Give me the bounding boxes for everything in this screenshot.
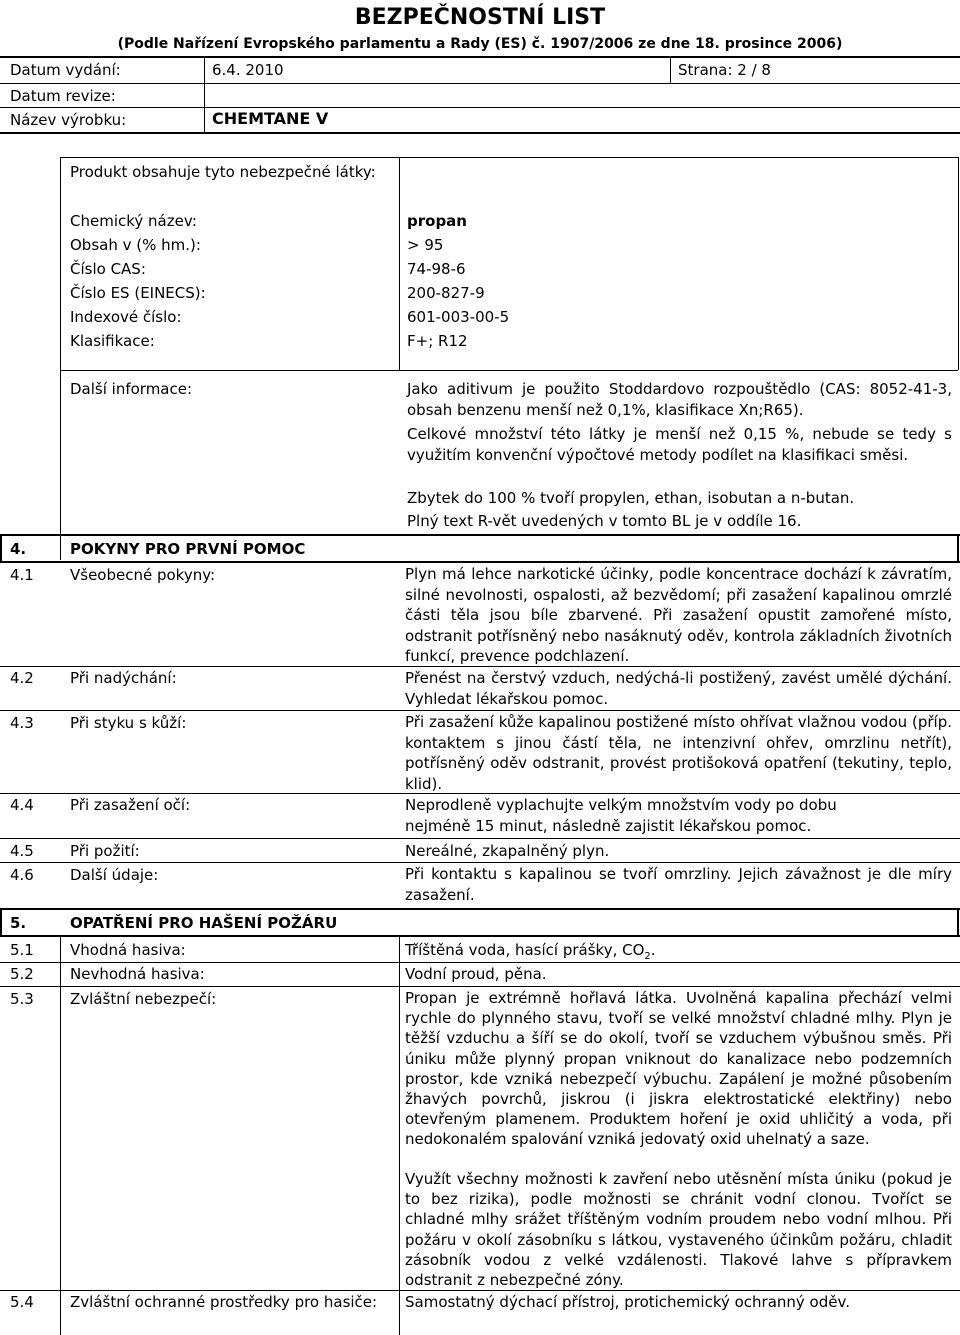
row-divider bbox=[0, 666, 960, 667]
section5-title: OPATŘENÍ PRO HAŠENÍ POŽÁRU bbox=[70, 914, 338, 932]
item-5-1-label: Vhodná hasiva: bbox=[70, 941, 186, 959]
classification-label: Klasifikace: bbox=[70, 332, 155, 350]
revision-date-label: Datum revize: bbox=[10, 87, 116, 105]
item-4-5-label: Při požití: bbox=[70, 842, 140, 860]
table-top-border bbox=[60, 157, 958, 158]
table-left-border bbox=[60, 157, 61, 560]
item-4-4-text: Neprodleně vyplachujte velkým množstvím vody po dobu nejméně 15 minut, následně zajistit lékařskou pomoc. bbox=[405, 796, 837, 835]
cas-value: 74-98-6 bbox=[407, 260, 466, 278]
item-5-2-label: Nevhodná hasiva: bbox=[70, 965, 205, 983]
header-divider bbox=[0, 56, 960, 58]
item-4-2-label: Při nadýchání: bbox=[70, 669, 177, 687]
row-divider bbox=[0, 1290, 960, 1291]
other-info-label: Další informace: bbox=[70, 380, 193, 398]
index-value: 601-003-00-5 bbox=[407, 308, 510, 326]
section5-left-line bbox=[0, 908, 2, 936]
item-5-1-text: Tříštěná voda, hasící prášky, $CO_2$. bbox=[405, 941, 656, 962]
product-name-label: Název výrobku: bbox=[10, 111, 127, 129]
einecs-label: Číslo ES (EINECS): bbox=[70, 284, 206, 302]
table-right-border bbox=[958, 157, 959, 370]
section4-right-line bbox=[957, 534, 959, 562]
item-4-1-number: 4.1 bbox=[10, 566, 34, 584]
item-5-4-text: Samostatný dýchací přístroj, protichemický ochranný oděv. bbox=[405, 1293, 850, 1311]
section5-right-line bbox=[957, 908, 959, 936]
header-row-line bbox=[0, 83, 960, 84]
item-4-2-number: 4.2 bbox=[10, 669, 34, 687]
einecs-value: 200-827-9 bbox=[407, 284, 485, 302]
section5-header-line bbox=[0, 935, 960, 937]
issue-date-value: 6.4. 2010 bbox=[212, 61, 284, 79]
section4-top-line bbox=[0, 534, 960, 536]
header-bottom-line bbox=[0, 132, 960, 134]
row-divider bbox=[0, 793, 960, 794]
header-row-line bbox=[0, 107, 960, 108]
item-5-4-label: Zvláštní ochranné prostředky pro hasiče: bbox=[70, 1293, 378, 1311]
section5-top-line bbox=[0, 908, 960, 910]
item-4-6-label: Další údaje: bbox=[70, 866, 159, 884]
section4-title: POKYNY PRO PRVNÍ POMOC bbox=[70, 540, 306, 558]
row-divider bbox=[0, 986, 960, 987]
row-divider bbox=[0, 838, 960, 839]
item-4-4-label: Při zasažení očí: bbox=[70, 796, 191, 814]
row-divider bbox=[0, 710, 960, 711]
item-5-2-number: 5.2 bbox=[10, 965, 34, 983]
chemical-name-label: Chemický název: bbox=[70, 212, 197, 230]
row-divider bbox=[0, 862, 960, 863]
item-5-3-label: Zvláštní nebezpečí: bbox=[70, 990, 217, 1008]
substance-intro: Produkt obsahuje tyto nebezpečné látky: bbox=[70, 163, 376, 181]
content-label: Obsah v (% hm.): bbox=[70, 236, 201, 254]
section4-left-line bbox=[0, 534, 2, 562]
item-4-2-text: Přenést na čerstvý vzduch, nedýchá-li postižený, zavést umělé dýchání. Vyhledat lékařskou pomoc. bbox=[405, 669, 952, 708]
classification-value: F+; R12 bbox=[407, 332, 468, 350]
item-4-6-number: 4.6 bbox=[10, 866, 34, 884]
item-4-6-text: Při kontaktu s kapalinou se tvoří omrzliny. Jejich závažnost je dle míry zasažení. bbox=[405, 865, 952, 904]
item-4-3-label: Při styku s kůží: bbox=[70, 714, 187, 732]
index-label: Indexové číslo: bbox=[70, 308, 182, 326]
other-info-text-2: Celkové množství této látky je menší než 0,15 %, nebude se tedy s využitím konvenční výpočtové metody podílet na klasifikaci směsi. bbox=[407, 425, 952, 464]
item-5-3-text-2: Využít všechny možnosti k zavření nebo utěsnění místa úniku (pokud je to bez rizika), podle možnosti se chránit vodní clonou. Tvoříct se chladné mlhy srážet tříštěným vodním proudem nebo vodní mlhou. Při požáru v okolí zásobníku s látkou, vystaveného účinkům požáru, chladit zásobník vodou z velké vzdálenosti. Tlakové lahve s přípravkem odstranit z nebezpečné zóny. bbox=[405, 1170, 952, 1290]
item-5-3-number: 5.3 bbox=[10, 990, 34, 1008]
section5-col-divider bbox=[60, 937, 61, 1335]
header-col-divider bbox=[204, 57, 205, 132]
product-name-value: CHEMTANE V bbox=[212, 109, 329, 128]
other-info-text-3: Zbytek do 100 % tvoří propylen, ethan, isobutan a n-butan. bbox=[407, 489, 855, 507]
item-4-1-label: Všeobecné pokyny: bbox=[70, 566, 216, 584]
issue-date-label: Datum vydání: bbox=[10, 61, 121, 79]
item-4-3-text: Při zasažení kůže kapalinou postižené místo ohřívat vlažnou vodou (příp. kontaktem s jinou částí těla, ne intenzivní ohřev, omrzlinu netřít), potřísněný oděv odstranit, provést protišoková opatření (tekutiny, teplo, klid). bbox=[405, 713, 952, 793]
row-divider bbox=[0, 962, 960, 963]
item-5-2-text: Vodní proud, pěna. bbox=[405, 965, 547, 983]
page-indicator: Strana: 2 / 8 bbox=[678, 61, 771, 79]
cas-label: Číslo CAS: bbox=[70, 260, 146, 278]
section4-header-line bbox=[0, 561, 960, 563]
item-4-3-number: 4.3 bbox=[10, 714, 34, 732]
table-mid-border bbox=[399, 157, 400, 370]
section5-col-divider-2 bbox=[399, 937, 400, 1335]
item-5-4-number: 5.4 bbox=[10, 1293, 34, 1311]
document-title: BEZPEČNOSTNÍ LIST bbox=[354, 5, 606, 30]
item-5-1-number: 5.1 bbox=[10, 941, 34, 959]
header-col-divider-right bbox=[670, 57, 671, 83]
section4-number: 4. bbox=[10, 540, 27, 558]
item-4-1-text: Plyn má lehce narkotické účinky, podle koncentrace dochází k závratím, silné nevolnosti, ospalosti, až bezvědomí; při zasažení kapalinou omrzlé části těla jsou bíle zbarvené. Při zasažení opustit zamořené místo, odstranit potřísněný nebo nasáknutý oděv, kontrola základních životních funkcí, prevence podchlazení. bbox=[405, 565, 952, 665]
item-4-5-text: Nereálné, zkapalněný plyn. bbox=[405, 842, 610, 860]
content-value: > 95 bbox=[407, 236, 444, 254]
document-subtitle: (Podle Nařízení Evropského parlamentu a Rady (ES) č. 1907/2006 ze dne 18. prosince 2006) bbox=[117, 36, 843, 52]
section5-number: 5. bbox=[10, 914, 27, 932]
table-bottom-border bbox=[60, 370, 958, 371]
item-4-4-number: 4.4 bbox=[10, 796, 34, 814]
other-info-text-1: Jako aditivum je použito Stoddardovo rozpouštědlo (CAS: 8052-41-3, obsah benzenu menší než 0,1%, klasifikace Xn;R65). bbox=[407, 380, 952, 419]
item-5-3-text: Propan je extrémně hořlavá látka. Uvolněná kapalina přechází velmi rychle do plynného stavu, tvoří se velké množství chladné mlhy. Plyn je těžší vzduchu a šíří se do okolí, tvoří se vzduchem výbušnou směs. Při úniku může plynný propan vniknout do kanalizace nebo podzemních prostor, kde vzniká nebezpečí výbuchu. Zapálení je možné působením žhavých povrchů, jiskrou (i jiskra elektrostatické elektřiny) nebo otevřeným plamenem. Produktem hoření je oxid uhličitý a voda, při nedokonalém spalování vzniká jedovatý oxid uhelnatý a saze. bbox=[405, 989, 952, 1149]
item-4-5-number: 4.5 bbox=[10, 842, 34, 860]
other-info-text-4: Plný text R-vět uvedených v tomto BL je v oddíle 16. bbox=[407, 512, 802, 530]
chemical-name-value: propan bbox=[407, 212, 467, 230]
